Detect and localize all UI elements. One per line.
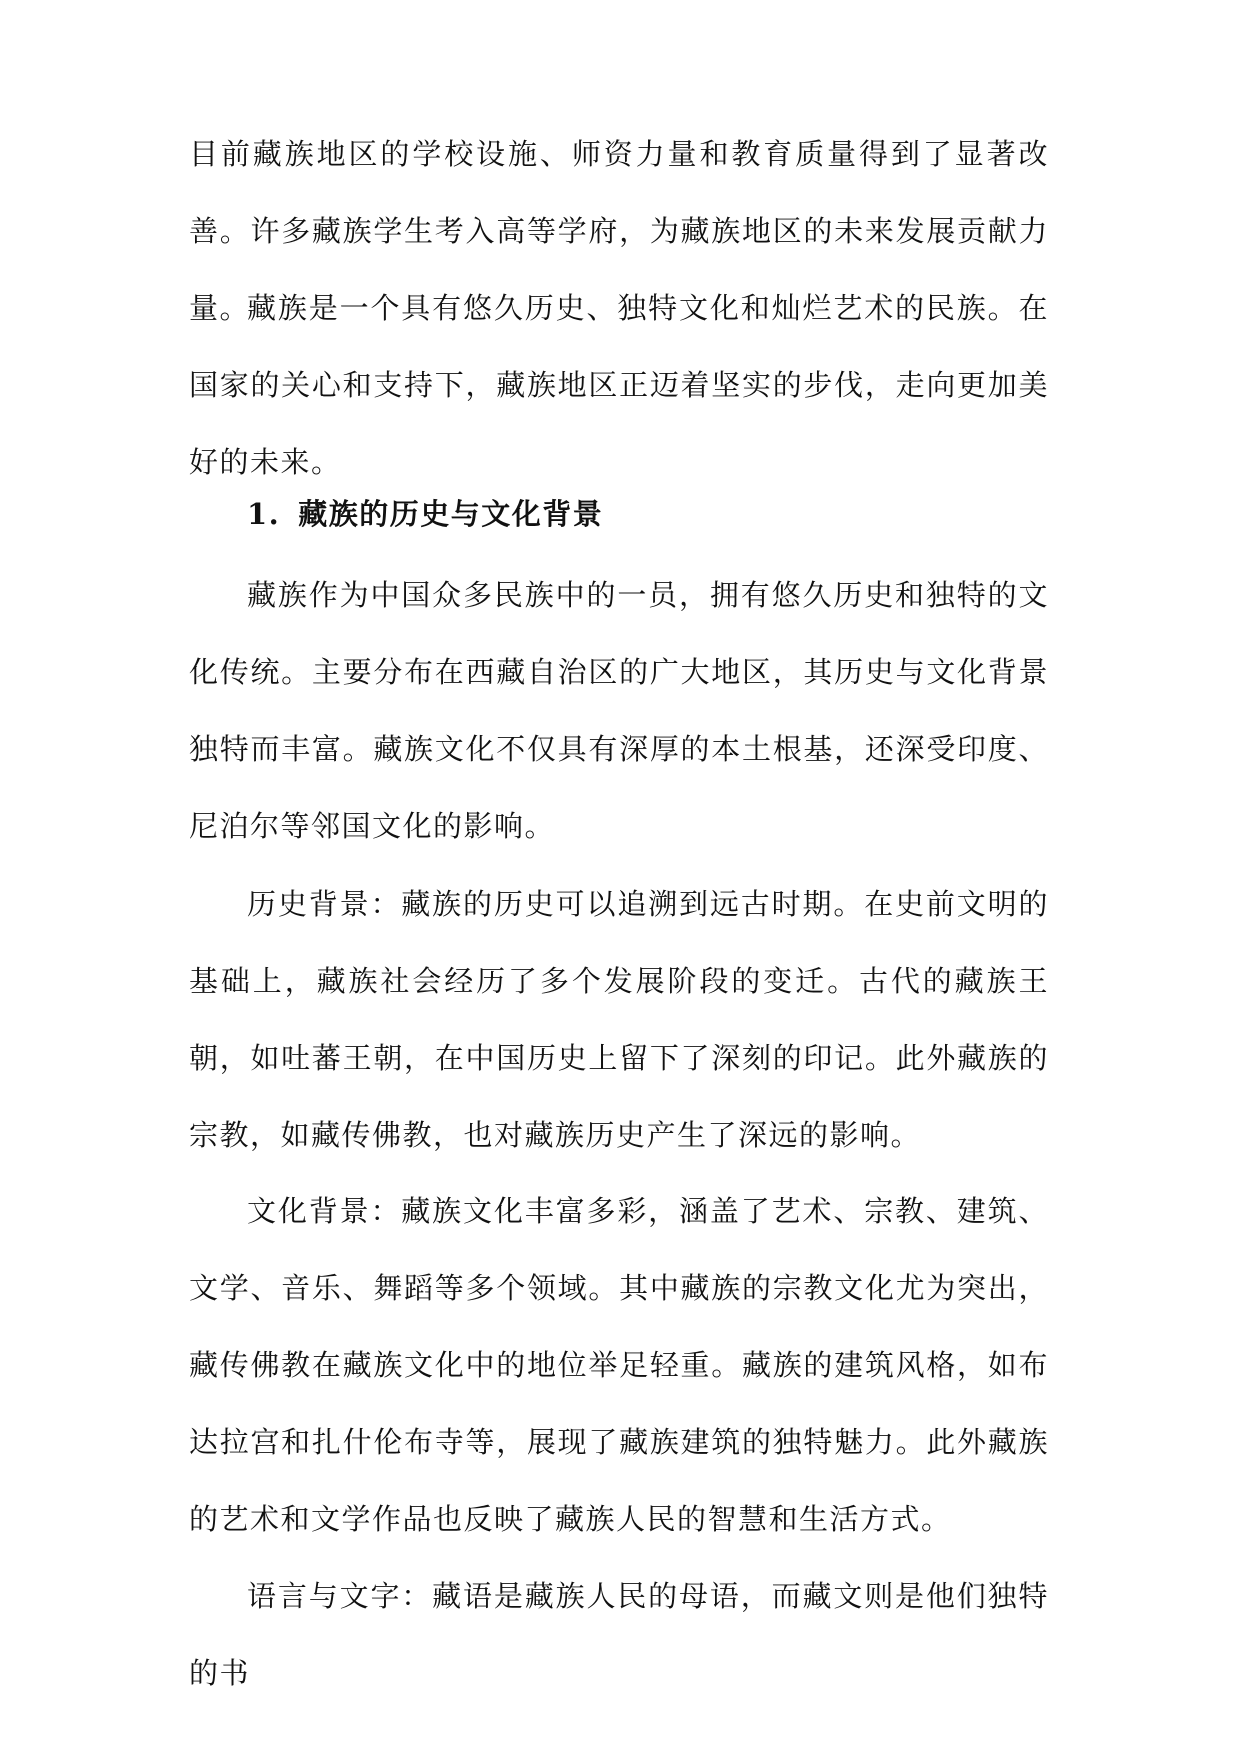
section-number: 1. (247, 497, 281, 531)
paragraph-history: 历史背景：藏族的历史可以追溯到远古时期。在史前文明的基础上，藏族社会经历了多个发展阶段的变迁。古代的藏族王朝，如吐蕃王朝，在中国历史上留下了深刻的印记。此外藏族的宗教，如藏传佛教，也对藏族历史产生了深远的影响。 (189, 887, 1049, 1152)
paragraph-intro: 藏族作为中国众多民族中的一员，拥有悠久历史和独特的文化传统。主要分布在西藏自治区的广大地区，其历史与文化背景独特而丰富。藏族文化不仅具有深厚的本土根基，还深受印度、尼泊尔等邻国文化的影响。 (189, 578, 1049, 843)
section-title: 藏族的历史与文化背景 (298, 497, 604, 531)
paragraph-summary: 藏族是一个具有悠久历史、独特文化和灿烂艺术的民族。在国家的关心和支持下，藏族地区正迈着坚实的步伐，走向更加美好的未来。 (189, 291, 1049, 479)
section-heading (247, 476, 603, 553)
paragraph-education: 目前藏族地区的学校设施、师资力量和教育质量得到了显著改善。许多藏族学生考入高等学府，为藏族地区的未来发展贡献力量。 (189, 137, 1049, 325)
paragraph-language: 语言与文字：藏语是藏族人民的母语，而藏文则是他们独特的书 (189, 1579, 1049, 1690)
paragraph-culture: 文化背景：藏族文化丰富多彩，涵盖了艺术、宗教、建筑、文学、音乐、舞蹈等多个领域。其中藏族的宗教文化尤为突出，藏传佛教在藏族文化中的地位举足轻重。藏族的建筑风格，如布达拉宫和扎什伦布寺等，展现了藏族建筑的独特魅力。此外藏族的艺术和文学作品也反映了藏族人民的智慧和生活方式。 (189, 1194, 1049, 1536)
